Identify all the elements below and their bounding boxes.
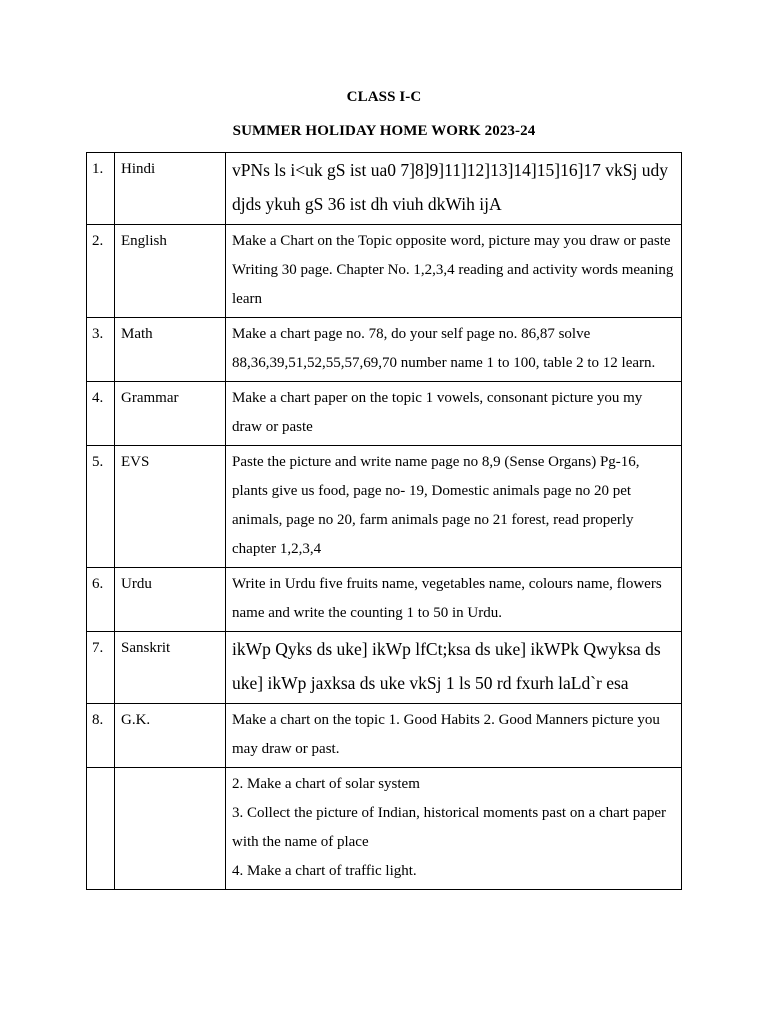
row-number: 7. <box>87 632 115 704</box>
subject-cell: Hindi <box>115 153 226 225</box>
task-line: 3. Collect the picture of Indian, historical moments past on a chart paper with the name of place <box>232 805 667 850</box>
task-cell: Write in Urdu five fruits name, vegetables name, colours name, flowers name and write the counting 1 to 50 in Urdu. <box>226 568 682 632</box>
row-number: 5. <box>87 446 115 568</box>
subject-cell: G.K. <box>115 704 226 768</box>
subject-cell: EVS <box>115 446 226 568</box>
task-cell: Make a chart on the topic 1. Good Habits 2. Good Manners picture you may draw or past. <box>226 704 682 768</box>
row-number: 3. <box>87 318 115 382</box>
task-cell <box>226 768 682 890</box>
task-cell: Make a Chart on the Topic opposite word, picture may you draw or paste Writing 30 page. Chapter No. 1,2,3,4 reading and activity words meaning learn <box>226 225 682 318</box>
task-line: 2. Make a chart of solar system <box>232 776 420 792</box>
row-number: 6. <box>87 568 115 632</box>
table-row <box>87 632 682 704</box>
row-number: 1. <box>87 153 115 225</box>
table-row <box>87 446 682 568</box>
table-row <box>87 318 682 382</box>
task-cell: Paste the picture and write name page no 8,9 (Sense Organs) Pg-16, plants give us food, page no- 19, Domestic animals page no 20 pet animals, page no 20, farm animals page no 21 forest, read properly chapter 1,2,3,4 <box>226 446 682 568</box>
row-number: 2. <box>87 225 115 318</box>
task-line: 4. Make a chart of traffic light. <box>232 863 417 879</box>
subject-cell: Urdu <box>115 568 226 632</box>
homework-table <box>86 152 682 890</box>
table-row <box>87 225 682 318</box>
table-row <box>87 382 682 446</box>
subject-cell: Math <box>115 318 226 382</box>
page-title: SUMMER HOLIDAY HOME WORK 2023-24 <box>232 123 536 139</box>
task-cell: Make a chart paper on the topic 1 vowels, consonant picture you my draw or paste <box>226 382 682 446</box>
subject-cell: Sanskrit <box>115 632 226 704</box>
table-row <box>87 568 682 632</box>
table-row <box>87 153 682 225</box>
task-cell: vPNs ls i<uk gS ist ua0 7]8]9]11]12]13]14]15]16]17 vkSj udy djds ykuh gS 36 ist dh viuh dkWih ijA <box>226 153 682 225</box>
row-number: 8. <box>87 704 115 768</box>
subject-cell <box>115 768 226 890</box>
subject-cell: Grammar <box>115 382 226 446</box>
class-heading: CLASS I-C <box>346 89 422 105</box>
subject-cell: English <box>115 225 226 318</box>
row-number <box>87 768 115 890</box>
task-cell: Make a chart page no. 78, do your self page no. 86,87 solve 88,36,39,51,52,55,57,69,70 number name 1 to 100, table 2 to 12 learn. <box>226 318 682 382</box>
task-cell: ikWp Qyks ds uke] ikWp lfCt;ksa ds uke] ikWPk Qwyksa ds uke] ikWp jaxksa ds uke vkSj 1 ls 50 rd fxurh laLd`r esa <box>226 632 682 704</box>
row-number: 4. <box>87 382 115 446</box>
table-row <box>87 704 682 768</box>
table-row-continuation <box>87 768 682 890</box>
